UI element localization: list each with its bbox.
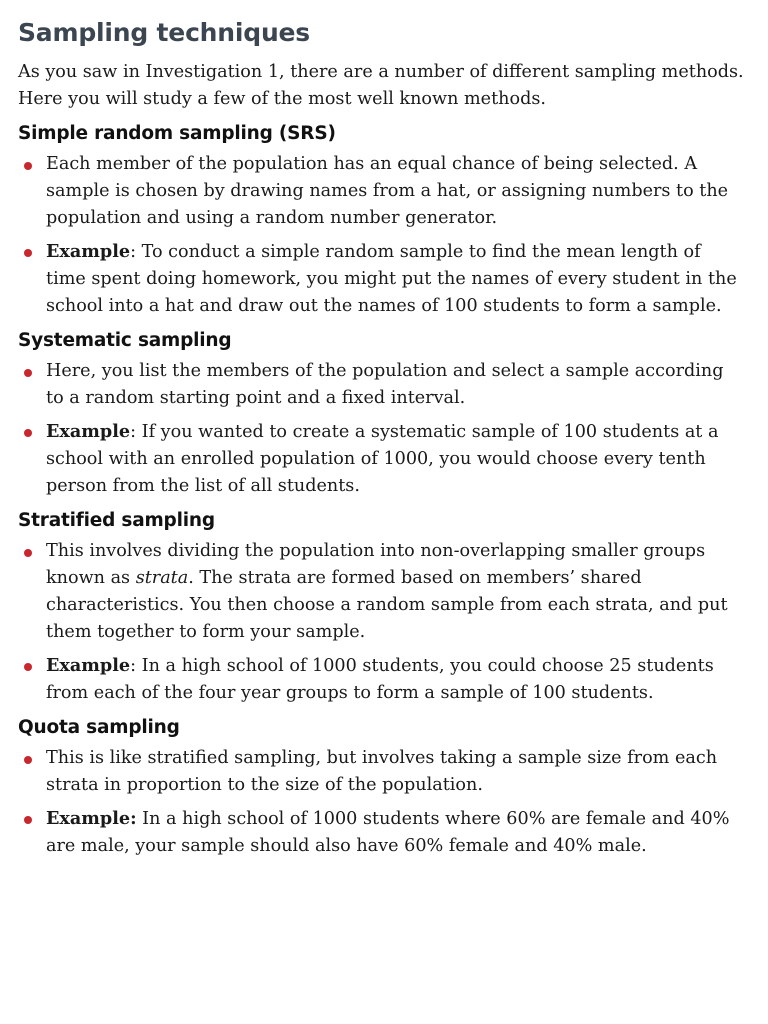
bullet-dot-icon <box>24 816 32 824</box>
bullet-example <box>18 652 744 707</box>
heading-stratified-sampling: Stratified sampling <box>18 510 215 531</box>
bullets-stratified-sampling <box>18 538 744 707</box>
bullet-description <box>18 358 744 412</box>
bullet-dot-icon <box>24 756 32 764</box>
heading-simple-random-sampling: Simple random sampling (SRS) <box>18 123 336 144</box>
example-text: : To conduct a simple random sample to find the mean length of time spent doing homework, you might put the names of every student in the school into a hat and draw out the names of 100 students to form a sample. <box>46 242 737 316</box>
heading-systematic-sampling: Systematic sampling <box>18 330 232 351</box>
bullet-description <box>18 151 744 232</box>
description-text-start: This involves dividing the population into non-overlapping smaller groups known as <box>46 541 706 588</box>
bullet-dot-icon <box>24 369 32 377</box>
bullet-description <box>18 745 744 799</box>
bullet-example <box>18 238 744 320</box>
intro-paragraph: As you saw in Investigation 1, there are a number of different sampling methods. Here you will study a few of the most well known methods. <box>18 62 744 109</box>
description-text-end: . The strata are formed based on members’ shared characteristics. You then choose a random sample from each strata, and put them together to form your sample. <box>46 568 728 642</box>
bullet-example <box>18 418 744 500</box>
example-label: Example: <box>46 808 137 829</box>
bullet-dot-icon <box>24 429 32 437</box>
bullet-dot-icon <box>24 249 32 257</box>
description-text: This is like stratified sampling, but involves taking a sample size from each strata in proportion to the size of the population. <box>46 748 718 795</box>
heading-quota-sampling: Quota sampling <box>18 717 180 738</box>
bullet-dot-icon <box>24 549 32 557</box>
bullets-simple-random-sampling <box>18 151 744 320</box>
page-title: Sampling techniques <box>18 18 310 47</box>
bullets-quota-sampling <box>18 745 744 860</box>
bullet-dot-icon <box>24 663 32 671</box>
example-label: Example <box>46 655 131 676</box>
strata-term: strata <box>135 568 189 588</box>
description-text: Here, you list the members of the population and select a sample according to a random starting point and a fixed interval. <box>46 361 724 408</box>
example-label: Example <box>46 241 131 262</box>
bullets-systematic-sampling <box>18 358 744 500</box>
bullet-example <box>18 805 744 860</box>
example-text: : If you wanted to create a systematic sample of 100 students at a school with an enrolled population of 1000, you would choose every tenth person from the list of all students. <box>46 422 719 496</box>
description-text: Each member of the population has an equal chance of being selected. A sample is chosen by drawing names from a hat, or assigning numbers to the population and using a random number generator. <box>46 154 729 228</box>
bullet-dot-icon <box>24 162 32 170</box>
example-label: Example <box>46 421 131 442</box>
bullet-description <box>18 538 744 646</box>
example-text: In a high school of 1000 students where 60% are female and 40% are male, your sample should also have 60% female and 40% male. <box>46 809 730 856</box>
example-text: : In a high school of 1000 students, you could choose 25 students from each of the four year groups to form a sample of 100 students. <box>46 656 714 703</box>
